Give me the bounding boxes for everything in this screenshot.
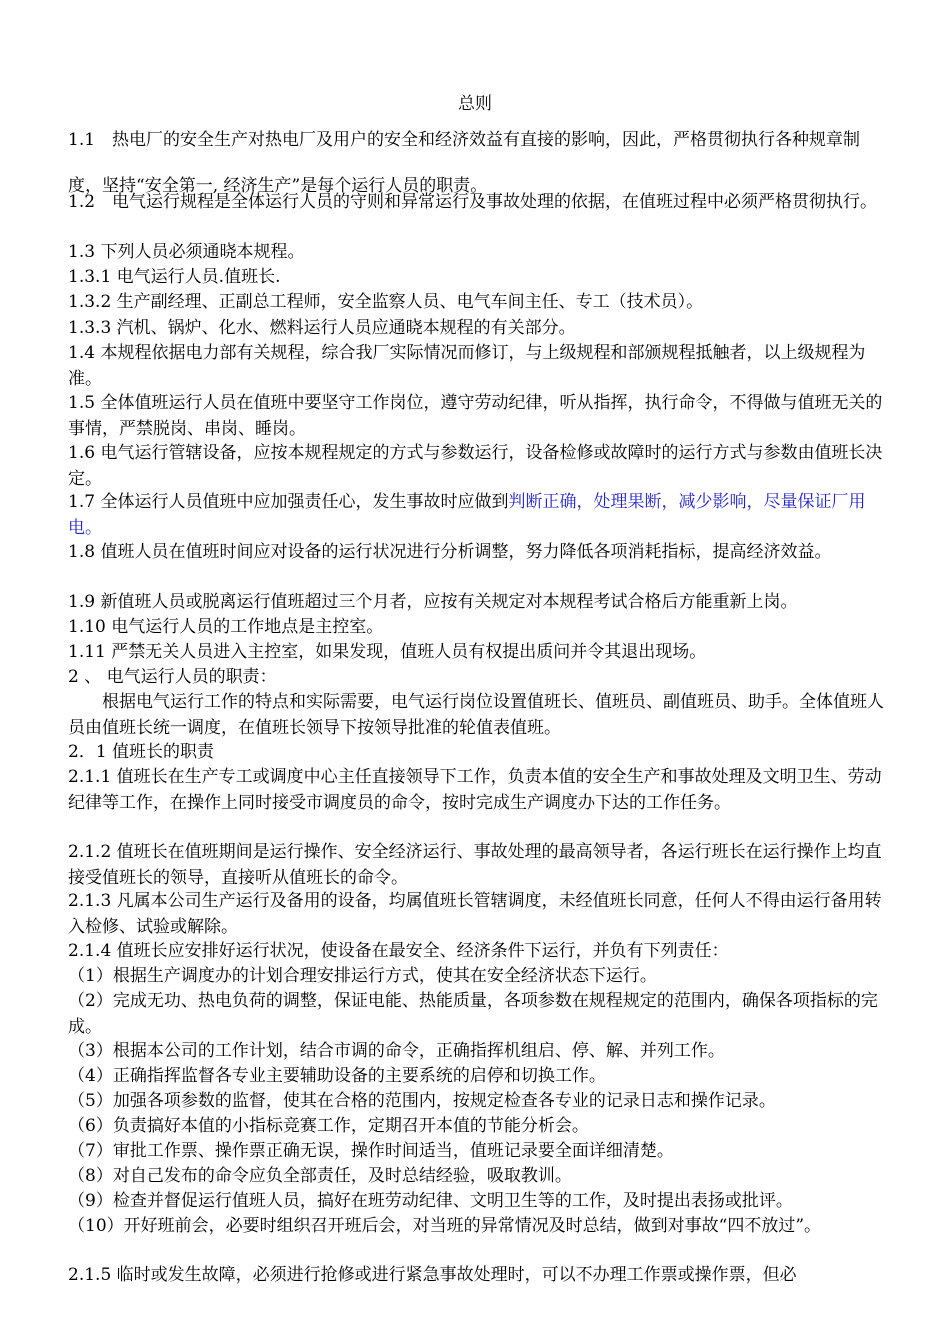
paragraph-2-1-3: 2.1.3 凡属本公司生产运行及备用的设备，均属值班长管辖调度，未经值班长同意，任何人不得由运行备用转入检修、试验或解除。 (68, 891, 882, 937)
duty-item-4: （4）正确指挥监督各专业主要辅助设备的主要系统的启停和切换工作。 (68, 1066, 606, 1086)
section-2-1-heading: 2．1 值班长的职责 (68, 742, 215, 762)
paragraph-1-7 (68, 490, 886, 541)
paragraph-1-8: 1.8 值班人员在值班时间应对设备的运行状况进行分析调整，努力降低各项消耗指标，提高经济效益。 (68, 542, 832, 562)
section-2-heading: 2 、 电气运行人员的职责： (68, 667, 277, 687)
paragraph-1-3-1: 1.3.1 电气运行人员.值班长. (68, 267, 281, 287)
duty-item-8: （8）对自己发布的命令应负全部责任，及时总结经验，吸取教训。 (68, 1166, 572, 1186)
duty-item-3: （3）根据本公司的工作计划，结合市调的命令，正确指挥机组启、停、解、并列工作。 (68, 1041, 725, 1061)
paragraph-1-10: 1.10 电气运行人员的工作地点是主控室。 (68, 617, 384, 637)
paragraph-2-1-1: 2.1.1 值班长在生产专工或调度中心主任直接领导下工作，负责本值的安全生产和事故处理及文明卫生、劳动纪律等工作，在操作上同时接受市调度员的命令，按时完成生产调度办下达的工作任务。 (68, 767, 882, 813)
paragraph-1-11: 1.11 严禁无关人员进入主控室，如果发现，值班人员有权提出质问并令其退出现场。 (68, 642, 707, 662)
paragraph-2-1-2: 2.1.2 值班长在值班期间是运行操作、安全经济运行、事故处理的最高领导者，各运行班长在运行操作上均直接受值班长的领导，直接听从值班长的命令。 (68, 842, 882, 888)
section-2-intro: 根据电气运行工作的特点和实际需要，电气运行岗位设置值班长、值班员、副值班员、助手。全体值班人员由值班长统一调度，在值班长领导下按领导批准的轮值表值班。 (68, 692, 884, 738)
paragraph-2-1-4: 2.1.4 值班长应安排好运行状况，使设备在最安全、经济条件下运行，并负有下列责任： (68, 941, 729, 961)
paragraph-1-2: 1.2 电气运行规程是全体运行人员的守则和异常运行及事故处理的依据，在值班过程中必须严格贯彻执行。 (68, 192, 878, 212)
paragraph-1-9: 1.9 新值班人员或脱离运行值班超过三个月者，应按有关规定对本规程考试合格后方能重新上岗。 (68, 592, 798, 612)
paragraph-1-3: 1.3 下列人员必须通晓本规程。 (68, 242, 305, 262)
duty-item-5: （5）加强各项参数的监督，使其在合格的范围内，按规定检查各专业的记录日志和操作记录。 (68, 1091, 776, 1111)
paragraph-1-3-3: 1.3.3 汽机、锅炉、化水、燃料运行人员应通晓本规程的有关部分。 (68, 318, 576, 338)
duty-item-2: （2）完成无功、热电负荷的调整，保证电能、热能质量，各项参数在规程规定的范围内，确保各项指标的完成。 (68, 991, 878, 1037)
paragraph-1-7-text: 1.7 全体运行人员值班中应加强责任心，发生事故时应做到 (68, 492, 509, 512)
paragraph-1-7-highlight: 判断正确，处理果断，减少影响，尽量保证厂用电。 (68, 492, 866, 538)
paragraph-1-1: 1.1 热电厂的安全生产对热电厂及用户的安全和经济效益有直接的影响，因此，严格贯彻执行各种规章制度，坚持“安全第一, 经济生产”是每个运行人员的职责。 (68, 130, 861, 196)
duty-item-10: （10）开好班前会，必要时组织召开班后会，对当班的异常情况及时总结，做到对事故“四不放过”。 (68, 1216, 822, 1236)
paragraph-1-4: 1.4 本规程依据电力部有关规程，综合我厂实际情况而修订，与上级规程和部颁规程抵触者，以上级规程为准。 (68, 343, 866, 389)
paragraph-2-1-5: 2.1.5 临时或发生故障，必须进行抢修或进行紧急事故处理时，可以不办理工作票或操作票，但必 (68, 1265, 797, 1285)
paragraph-1-5: 1.5 全体值班运行人员在值班中要坚守工作岗位，遵守劳动纪律，听从指挥，执行命令，不得做与值班无关的事情，严禁脱岗、串岗、睡岗。 (68, 393, 883, 439)
paragraph-1-3-2: 1.3.2 生产副经理、正副总工程师，安全监察人员、电气车间主任、专工（技术员）。 (68, 292, 704, 312)
duty-item-9: （9）检查并督促运行值班人员，搞好在班劳动纪律、文明卫生等的工作，及时提出表扬或批评。 (68, 1191, 793, 1211)
duty-item-1: （1）根据生产调度办的计划合理安排运行方式，使其在安全经济状态下运行。 (68, 966, 657, 986)
duty-item-6: （6）负责搞好本值的小指标竞赛工作，定期召开本值的节能分析会。 (68, 1116, 589, 1136)
page-title: 总则 (458, 94, 492, 114)
duty-item-7: （7）审批工作票、操作票正确无误，操作时间适当，值班记录要全面详细清楚。 (68, 1141, 674, 1161)
paragraph-1-6: 1.6 电气运行管辖设备，应按本规程规定的方式与参数运行，设备检修或故障时的运行方式与参数由值班长决定。 (68, 443, 883, 489)
